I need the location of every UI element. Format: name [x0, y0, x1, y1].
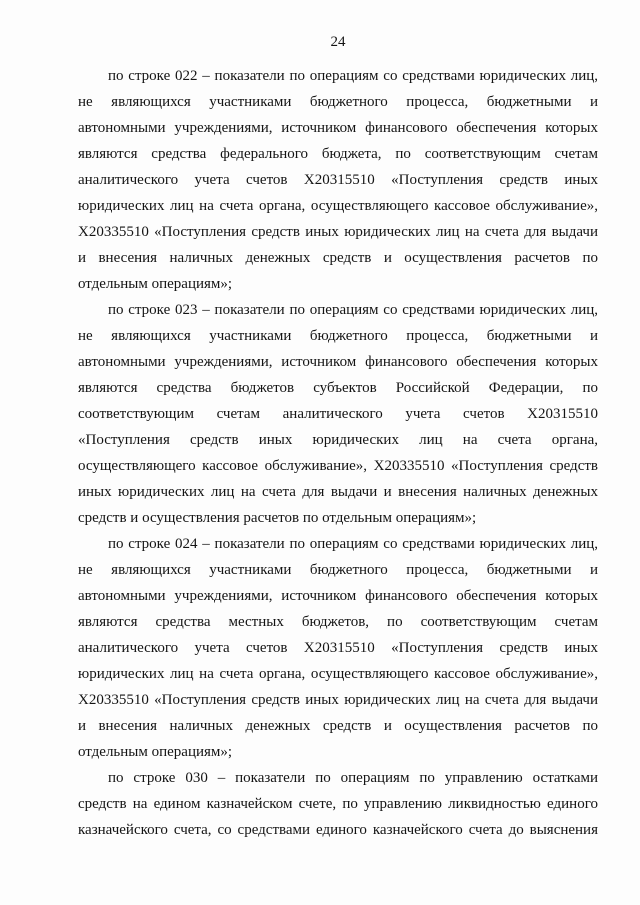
text-line: автономными учреждениями, источником финансового обеспечения которых	[78, 354, 598, 370]
text-line: казначейского счета, со средствами единого казначейского счета до выяснения	[78, 822, 598, 838]
text-line: Х20335510 «Поступления средств иных юридических лиц на счета для выдачи	[78, 224, 598, 240]
text-line: не являющихся участниками бюджетного процесса, бюджетными и	[78, 328, 598, 344]
text-line: являются средства бюджетов субъектов Российской Федерации, по	[78, 380, 598, 396]
text-line: по строке 023 – показатели по операциям со средствами юридических лиц,	[108, 302, 598, 318]
text-line: являются средства федерального бюджета, по соответствующим счетам	[78, 146, 598, 162]
text-line: соответствующим счетам аналитического учета счетов Х20315510	[78, 406, 598, 422]
text-line: являются средства местных бюджетов, по соответствующим счетам	[78, 614, 598, 630]
text-line: юридических лиц на счета органа, осуществляющего кассовое обслуживание»,	[78, 666, 598, 682]
text-line: аналитического учета счетов Х20315510 «Поступления средств иных	[78, 640, 598, 656]
text-line: юридических лиц на счета органа, осуществляющего кассовое обслуживание»,	[78, 198, 598, 214]
paragraph-row-022	[78, 63, 598, 297]
body-text	[78, 63, 598, 843]
text-line: и внесения наличных денежных средств и осуществления расчетов по	[78, 718, 598, 734]
text-line: не являющихся участниками бюджетного процесса, бюджетными и	[78, 562, 598, 578]
text-line: не являющихся участниками бюджетного процесса, бюджетными и	[78, 94, 598, 110]
paragraph-row-023	[78, 297, 598, 531]
text-line: осуществляющего кассовое обслуживание», Х20335510 «Поступления средств	[78, 458, 598, 474]
paragraph-row-030	[78, 765, 598, 843]
text-line: средств и осуществления расчетов по отдельным операциям»;	[78, 510, 477, 526]
text-line: по строке 024 – показатели по операциям со средствами юридических лиц,	[108, 536, 598, 552]
text-line: и внесения наличных денежных средств и осуществления расчетов по	[78, 250, 598, 266]
text-line: отдельным операциям»;	[78, 276, 233, 292]
text-line: аналитического учета счетов Х20315510 «Поступления средств иных	[78, 172, 598, 188]
text-line: Х20335510 «Поступления средств иных юридических лиц на счета для выдачи	[78, 692, 598, 708]
text-line: автономными учреждениями, источником финансового обеспечения которых	[78, 120, 598, 136]
paragraph-row-024	[78, 531, 598, 765]
text-line: по строке 030 – показатели по операциям по управлению остатками	[108, 770, 598, 786]
text-line: средств на едином казначейском счете, по управлению ликвидностью единого	[78, 796, 598, 812]
text-line: иных юридических лиц на счета для выдачи и внесения наличных денежных	[78, 484, 598, 500]
text-line: автономными учреждениями, источником финансового обеспечения которых	[78, 588, 598, 604]
text-line: «Поступления средств иных юридических лиц на счета органа,	[78, 432, 598, 448]
page-number: 24	[330, 34, 346, 50]
text-line: отдельным операциям»;	[78, 744, 233, 760]
text-line: по строке 022 – показатели по операциям со средствами юридических лиц,	[108, 68, 598, 84]
